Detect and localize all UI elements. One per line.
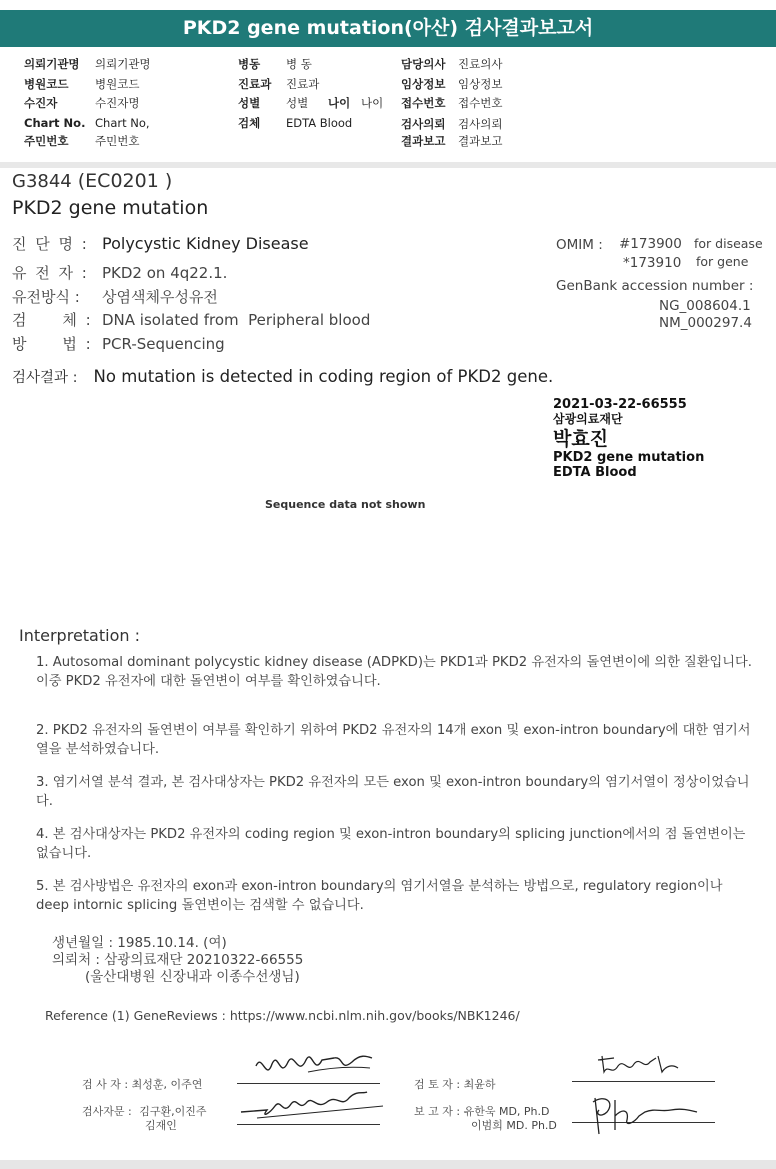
detail-method bbox=[12, 333, 225, 354]
info-value: 병 동 bbox=[286, 57, 312, 71]
report-title: PKD2 gene mutation(아산) 검사결과보고서 bbox=[0, 10, 776, 47]
sample-label-stamp bbox=[553, 398, 704, 480]
detail-value: PKD2 on 4q22.1. bbox=[102, 264, 228, 282]
reporter-name-2: 이범희 MD. Ph.D bbox=[471, 1119, 557, 1132]
info-row-hospital-code bbox=[24, 76, 139, 92]
interpretation-item-3: 3. 염기서열 분석 결과, 본 검사대상자는 PKD2 유전자의 모든 exon 및 exon-intron boundary의 염기서열이 정상이었습니다. bbox=[36, 775, 750, 809]
test-code-primary: G3844 bbox=[12, 171, 72, 192]
detail-value: DNA isolated from Peripheral blood bbox=[102, 311, 371, 329]
age-label: 나이 bbox=[328, 96, 351, 110]
info-row-doctor bbox=[401, 56, 502, 72]
detail-label: 진 단 명 : bbox=[12, 235, 89, 253]
info-value: 주민번호 bbox=[95, 134, 140, 148]
info-value: 접수번호 bbox=[458, 96, 503, 110]
age-value: 나이 bbox=[361, 96, 384, 110]
info-row-institution bbox=[24, 56, 151, 72]
info-label: 병원코드 bbox=[24, 77, 69, 91]
detail-value: PCR-Sequencing bbox=[102, 335, 225, 353]
info-value: 임상정보 bbox=[458, 77, 503, 91]
info-value: 진료과 bbox=[286, 77, 320, 91]
info-label: 성별 bbox=[238, 96, 261, 110]
info-label: 결과보고 bbox=[401, 134, 446, 148]
info-value: 성별 bbox=[286, 96, 309, 110]
info-label: 임상정보 bbox=[401, 77, 446, 91]
client-sub: (울산대병원 신장내과 이종수선생님) bbox=[85, 969, 300, 985]
info-label: 수진자 bbox=[24, 96, 58, 110]
info-value: 결과보고 bbox=[458, 134, 503, 148]
info-value: 검사의뢰 bbox=[458, 117, 503, 131]
genbank-nm: NM_000297.4 bbox=[659, 315, 752, 331]
info-value: Chart No, bbox=[95, 116, 150, 130]
interpretation-item-4: 4. 본 검사대상자는 PKD2 유전자의 coding region 및 exon-intron boundary의 splicing junction에서의 점 돌연변이는 없습니다. bbox=[36, 827, 746, 861]
detail-specimen bbox=[12, 309, 370, 330]
info-label: Chart No. bbox=[24, 116, 86, 130]
info-value: 수진자명 bbox=[95, 96, 140, 110]
bottom-bar bbox=[0, 1160, 776, 1169]
info-label: 의뢰기관명 bbox=[24, 57, 80, 71]
advisor-names-2: 김재인 bbox=[145, 1119, 177, 1132]
interpretation-item-5: 5. 본 검사방법은 유전자의 exon과 exon-intron boundary의 염기서열을 분석하는 방법으로, regulatory region이나 deep intornic splicing 돌연변이는 검색할 수 없습니다. bbox=[36, 879, 723, 913]
tester-row bbox=[82, 1076, 202, 1092]
info-value: 진료의사 bbox=[458, 57, 503, 71]
result-label: 검사결과 : bbox=[12, 370, 78, 386]
info-row-ward bbox=[238, 56, 312, 72]
detail-label: 유전방식 : bbox=[12, 288, 80, 306]
info-row-sex-age bbox=[238, 95, 383, 111]
info-row-department bbox=[238, 76, 319, 92]
omim-note-disease: for disease bbox=[694, 236, 763, 251]
detail-inheritance bbox=[12, 286, 218, 307]
info-value: 병원코드 bbox=[95, 77, 140, 91]
info-row-report bbox=[401, 133, 502, 149]
detail-gene bbox=[12, 262, 227, 283]
test-result bbox=[12, 366, 553, 387]
info-label: 병동 bbox=[238, 57, 261, 71]
test-code-secondary: (EC0201 ) bbox=[77, 170, 173, 192]
info-label: 검사의뢰 bbox=[401, 117, 446, 131]
tester-signature bbox=[248, 1042, 378, 1088]
detail-value: Polycystic Kidney Disease bbox=[102, 234, 309, 253]
tester-names: 최성훈, 이주연 bbox=[131, 1078, 203, 1091]
detail-value: 상염색체우성유전 bbox=[102, 288, 218, 306]
info-row-patient bbox=[24, 95, 139, 111]
info-row-specimen bbox=[238, 115, 352, 131]
reference: Reference (1) GeneReviews : https://www.ncbi.nlm.nih.gov/books/NBK1246/ bbox=[45, 1008, 520, 1023]
info-row-receipt-no bbox=[401, 95, 502, 111]
stamp-specimen: EDTA Blood bbox=[553, 464, 637, 480]
info-value: 의뢰기관명 bbox=[95, 57, 151, 71]
genbank-ng: NG_008604.1 bbox=[659, 298, 751, 314]
advisor-signature bbox=[237, 1084, 387, 1124]
result-value: No mutation is detected in coding region of PKD2 gene. bbox=[93, 367, 554, 386]
client-line: 의뢰처 : 삼광의료재단 20210322-66555 bbox=[52, 952, 304, 968]
info-row-clinical-info bbox=[401, 76, 502, 92]
info-label: 진료과 bbox=[238, 77, 272, 91]
reviewer-label: 검 토 자 : bbox=[414, 1078, 461, 1091]
genbank-label: GenBank accession number : bbox=[556, 278, 754, 294]
info-row-chart-no bbox=[24, 116, 150, 130]
info-row-request bbox=[401, 116, 502, 132]
interpretation-item-2: 2. PKD2 유전자의 돌연변이 여부를 확인하기 위하여 PKD2 유전자의 14개 exon 및 exon-intron boundary에 대한 염기서열을 분석하였습니다. bbox=[36, 723, 751, 757]
stamp-foundation: 삼광의료재단 bbox=[553, 411, 623, 426]
detail-label: 유 전 자 : bbox=[12, 264, 89, 282]
reviewer-signature bbox=[592, 1050, 682, 1084]
reviewer-row bbox=[414, 1076, 495, 1092]
interpretation-heading: Interpretation : bbox=[19, 626, 140, 645]
test-name: PKD2 gene mutation bbox=[12, 197, 209, 219]
advisor-names-1: 김구환,이진주 bbox=[139, 1105, 207, 1118]
omim-id-disease: #173900 bbox=[619, 236, 682, 252]
omim-label: OMIM : bbox=[556, 237, 603, 253]
stamp-test: PKD2 gene mutation bbox=[553, 449, 705, 465]
reporter-label: 보 고 자 : bbox=[414, 1105, 461, 1118]
advisor-signature-line bbox=[237, 1124, 380, 1125]
advisor-label: 검사자문 : bbox=[82, 1105, 132, 1118]
info-row-resident-no bbox=[24, 133, 139, 149]
test-code bbox=[12, 170, 172, 192]
detail-label: 검 체 : bbox=[12, 311, 93, 329]
section-divider bbox=[0, 162, 776, 168]
sequence-note: Sequence data not shown bbox=[265, 498, 426, 511]
detail-label: 방 법 : bbox=[12, 335, 93, 353]
detail-diagnosis bbox=[12, 233, 309, 254]
reporter-signature bbox=[585, 1090, 705, 1136]
interpretation-item-1: 1. Autosomal dominant polycystic kidney disease (ADPKD)는 PKD1과 PKD2 유전자의 돌연변이에 의한 질환입니다. 이중 PKD2 유전자에 대한 돌연변이 여부를 확인하였습니다. bbox=[36, 655, 752, 689]
tester-label: 검 사 자 : bbox=[82, 1078, 129, 1091]
birth-date: 생년월일 : 1985.10.14. (여) bbox=[52, 935, 227, 951]
reporter-name-1: 유한욱 MD, Ph.D bbox=[463, 1105, 550, 1118]
info-label: 주민번호 bbox=[24, 134, 69, 148]
omim-note-gene: for gene bbox=[696, 254, 749, 269]
reviewer-name: 최윤하 bbox=[463, 1078, 496, 1091]
info-label: 담당의사 bbox=[401, 57, 446, 71]
info-value: EDTA Blood bbox=[286, 116, 353, 130]
omim-id-gene: *173910 bbox=[623, 255, 682, 271]
info-label: 접수번호 bbox=[401, 96, 446, 110]
stamp-accession: 2021-03-22-66555 bbox=[553, 397, 687, 412]
stamp-patient-name: 박효진 bbox=[553, 427, 609, 450]
info-label: 검체 bbox=[238, 116, 261, 130]
